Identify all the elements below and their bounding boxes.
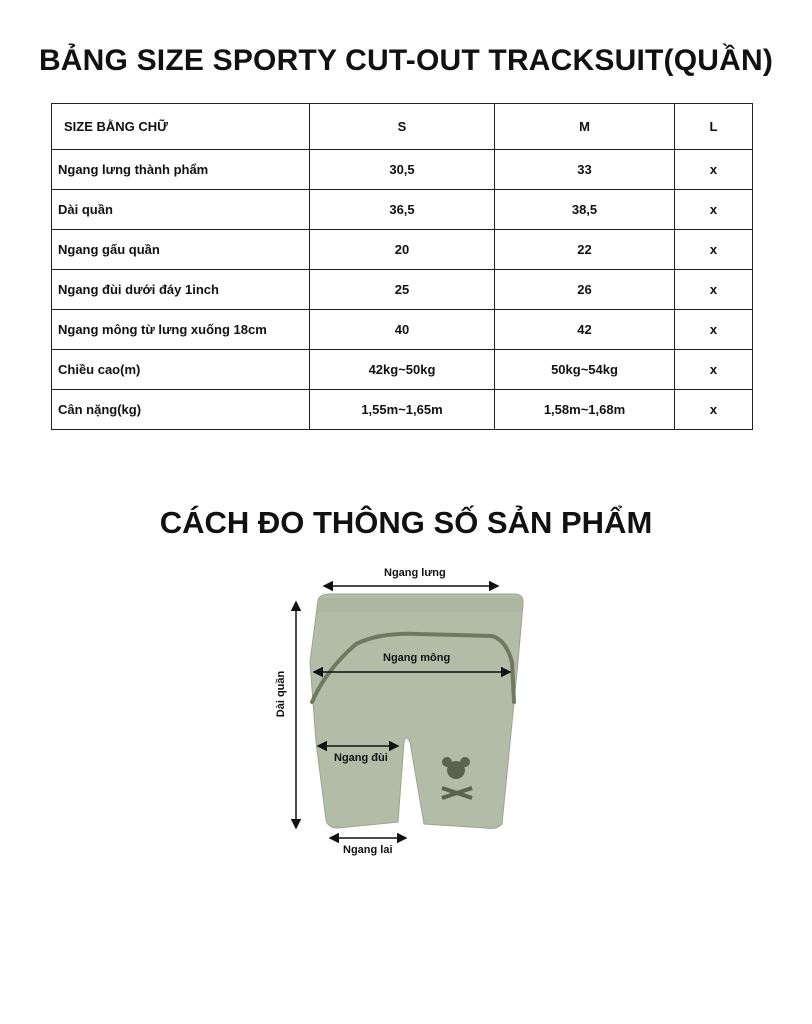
cell-s: 25 — [310, 270, 495, 310]
header-size-label: SIZE BẰNG CHỮ — [52, 104, 310, 150]
cell-l: x — [675, 190, 753, 230]
row-label: Ngang lưng thành phẩm — [52, 150, 310, 190]
header-size-m: M — [495, 104, 675, 150]
cell-l: x — [675, 390, 753, 430]
waistband — [318, 598, 522, 612]
table-header-row — [52, 104, 753, 150]
cell-s: 1,55m~1,65m — [310, 390, 495, 430]
cell-l: x — [675, 230, 753, 270]
cell-m: 33 — [495, 150, 675, 190]
measurement-diagram — [260, 562, 550, 862]
cell-s: 36,5 — [310, 190, 495, 230]
table-row — [52, 350, 753, 390]
cell-l: x — [675, 270, 753, 310]
table-row — [52, 190, 753, 230]
cell-m: 38,5 — [495, 190, 675, 230]
row-label: Ngang đùi dưới đáy 1inch — [52, 270, 310, 310]
cell-s: 40 — [310, 310, 495, 350]
waist-label: Ngang lưng — [384, 567, 446, 579]
cell-l: x — [675, 350, 753, 390]
table-row — [52, 150, 753, 190]
shorts-illustration — [260, 562, 550, 862]
cell-s: 20 — [310, 230, 495, 270]
page-title: BẢNG SIZE SPORTY CUT-OUT TRACKSUIT(QUẦN) — [38, 44, 774, 77]
row-label: Dài quần — [52, 190, 310, 230]
table-row — [52, 310, 753, 350]
hem-label: Ngang lai — [343, 844, 393, 856]
cell-m: 50kg~54kg — [495, 350, 675, 390]
shorts-shape — [310, 594, 523, 829]
hip-label: Ngang mông — [383, 652, 451, 664]
length-label: Dài quần — [275, 670, 288, 718]
cell-m: 42 — [495, 310, 675, 350]
row-label: Cân nặng(kg) — [52, 390, 310, 430]
header-size-l: L — [675, 104, 753, 150]
table-row — [52, 390, 753, 430]
section-title: CÁCH ĐO THÔNG SỐ SẢN PHẨM — [159, 505, 653, 540]
row-label: Chiều cao(m) — [52, 350, 310, 390]
cell-m: 26 — [495, 270, 675, 310]
cell-m: 1,58m~1,68m — [495, 390, 675, 430]
row-label: Ngang gấu quần — [52, 230, 310, 270]
thigh-label: Ngang đùi — [334, 752, 388, 764]
row-label: Ngang mông từ lưng xuống 18cm — [52, 310, 310, 350]
cell-l: x — [675, 150, 753, 190]
header-size-s: S — [310, 104, 495, 150]
size-table — [51, 103, 753, 430]
cell-s: 30,5 — [310, 150, 495, 190]
table-row — [52, 230, 753, 270]
table-row — [52, 270, 753, 310]
cell-m: 22 — [495, 230, 675, 270]
cell-l: x — [675, 310, 753, 350]
cell-s: 42kg~50kg — [310, 350, 495, 390]
